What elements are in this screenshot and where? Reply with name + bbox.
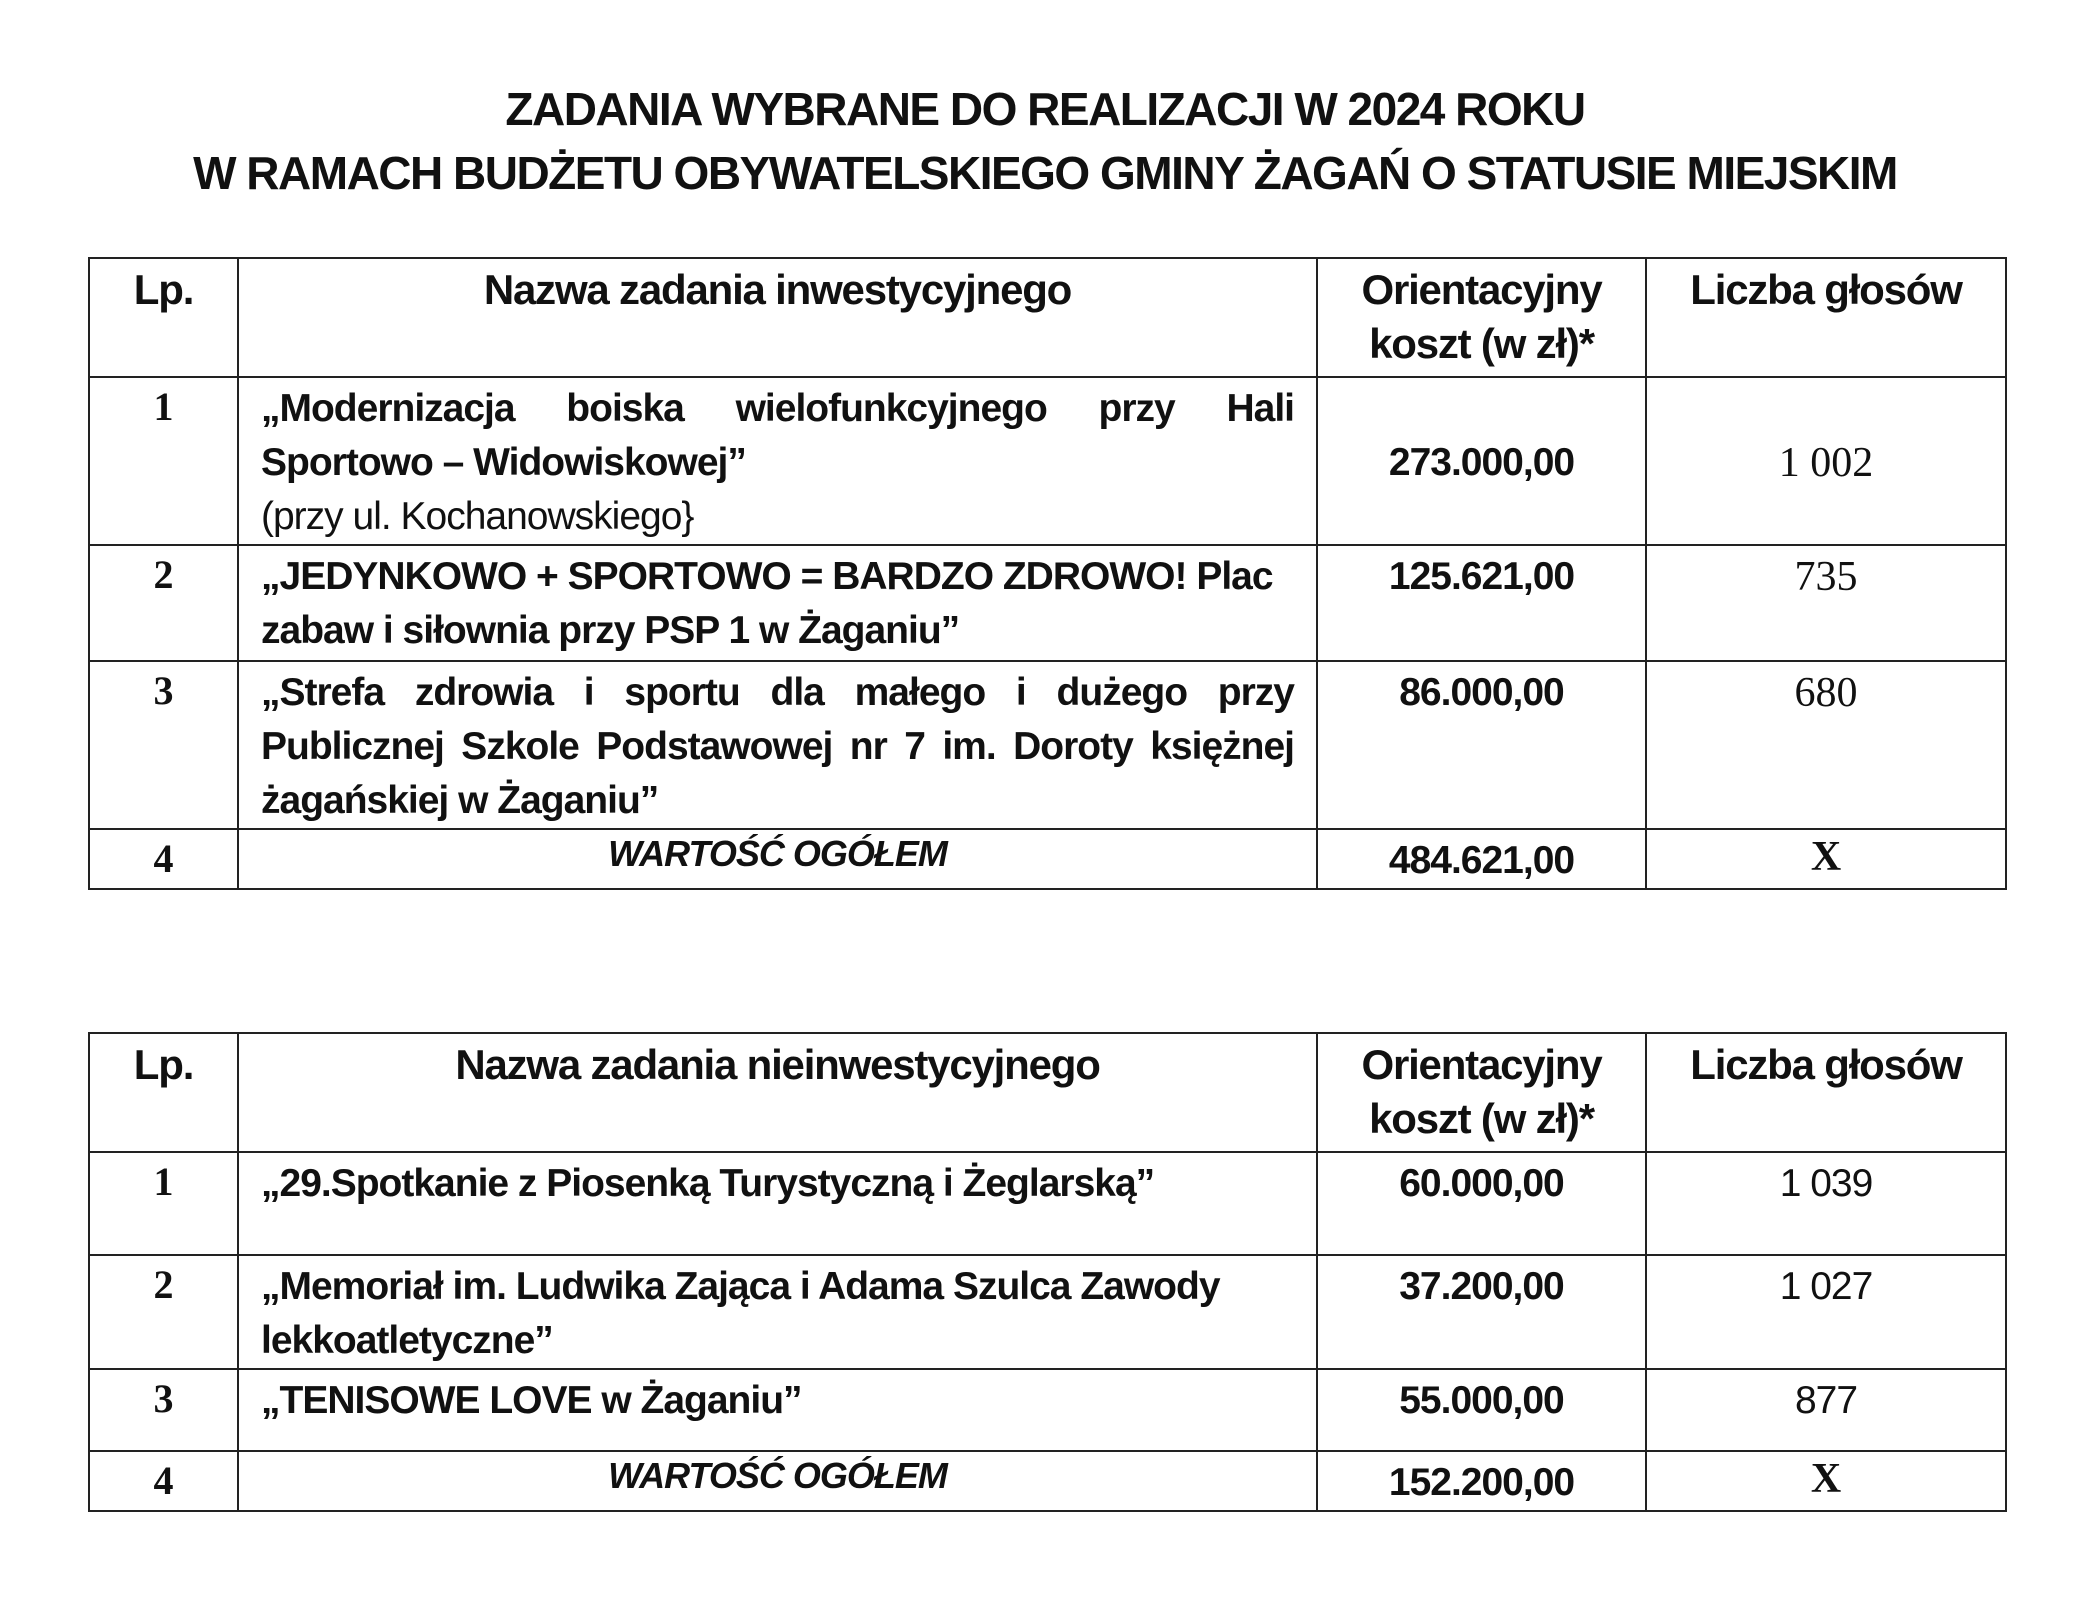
row-votes: 1 027 [1646, 1255, 2006, 1369]
row-lp: 2 [89, 545, 238, 661]
row-votes: 877 [1646, 1369, 2006, 1451]
table-row [89, 545, 2006, 661]
header-name: Nazwa zadania nieinwestycyjnego [238, 1033, 1317, 1152]
task-location: (przy ul. Kochanowskiego} [261, 495, 694, 538]
row-lp: 3 [89, 1369, 238, 1451]
row-votes: 1 002 [1646, 377, 2006, 545]
row-name: „Memoriał im. Ludwika Zająca i Adama Szulca Zawody lekkoatletyczne” [238, 1255, 1317, 1369]
table-row [89, 1152, 2006, 1255]
table-row [89, 1255, 2006, 1369]
task-name: „Modernizacja boiska wielofunkcyjnego przy Hali Sportowo – Widowiskowej” [261, 387, 1294, 484]
header-name: Nazwa zadania inwestycyjnego [238, 258, 1317, 377]
total-cost: 484.621,00 [1317, 829, 1646, 889]
total-row [89, 829, 2006, 889]
total-votes: X [1646, 829, 2006, 889]
row-lp: 1 [89, 1152, 238, 1255]
row-lp: 2 [89, 1255, 238, 1369]
table-row [89, 377, 2006, 545]
row-cost: 125.621,00 [1317, 545, 1646, 661]
row-cost: 55.000,00 [1317, 1369, 1646, 1451]
row-votes: 735 [1646, 545, 2006, 661]
total-lp: 4 [89, 829, 238, 889]
row-cost: 273.000,00 [1317, 377, 1646, 545]
row-name [238, 377, 1317, 545]
table-header-row [89, 1033, 2006, 1152]
table-header-row [89, 258, 2006, 377]
total-votes: X [1646, 1451, 2006, 1511]
header-lp: Lp. [89, 1033, 238, 1152]
row-votes: 680 [1646, 661, 2006, 829]
row-lp: 3 [89, 661, 238, 829]
total-cost: 152.200,00 [1317, 1451, 1646, 1511]
row-lp: 1 [89, 377, 238, 545]
row-votes: 1 039 [1646, 1152, 2006, 1255]
header-votes: Liczba głosów [1646, 258, 2006, 377]
header-cost: Orientacyjny koszt (w zł)* [1317, 258, 1646, 377]
row-name: „29.Spotkanie z Piosenką Turystyczną i Żeglarską” [238, 1152, 1317, 1255]
row-name: „TENISOWE LOVE w Żaganiu” [238, 1369, 1317, 1451]
noninvestment-tasks-table [88, 1032, 2007, 1512]
row-cost: 60.000,00 [1317, 1152, 1646, 1255]
header-cost: Orientacyjny koszt (w zł)* [1317, 1033, 1646, 1152]
total-label: WARTOŚĆ OGÓŁEM [238, 829, 1317, 889]
document-title-line2: W RAMACH BUDŻETU OBYWATELSKIEGO GMINY ŻAGAŃ O STATUSIE MIEJSKIM [193, 147, 1897, 199]
total-row [89, 1451, 2006, 1511]
investment-tasks-table [88, 257, 2007, 890]
row-cost: 86.000,00 [1317, 661, 1646, 829]
total-lp: 4 [89, 1451, 238, 1511]
header-votes: Liczba głosów [1646, 1033, 2006, 1152]
table-row [89, 661, 2006, 829]
document-title-line1: ZADANIA WYBRANE DO REALIZACJI W 2024 ROKU [505, 83, 1585, 135]
table-row [89, 1369, 2006, 1451]
row-name: „Strefa zdrowia i sportu dla małego i dużego przy Publicznej Szkole Podstawowej nr 7 im. Doroty księżnej żagańskiej w Żaganiu” [238, 661, 1317, 829]
header-lp: Lp. [89, 258, 238, 377]
total-label: WARTOŚĆ OGÓŁEM [238, 1451, 1317, 1511]
row-name: „JEDYNKOWO + SPORTOWO = BARDZO ZDROWO! Plac zabaw i siłownia przy PSP 1 w Żaganiu” [238, 545, 1317, 661]
row-cost: 37.200,00 [1317, 1255, 1646, 1369]
